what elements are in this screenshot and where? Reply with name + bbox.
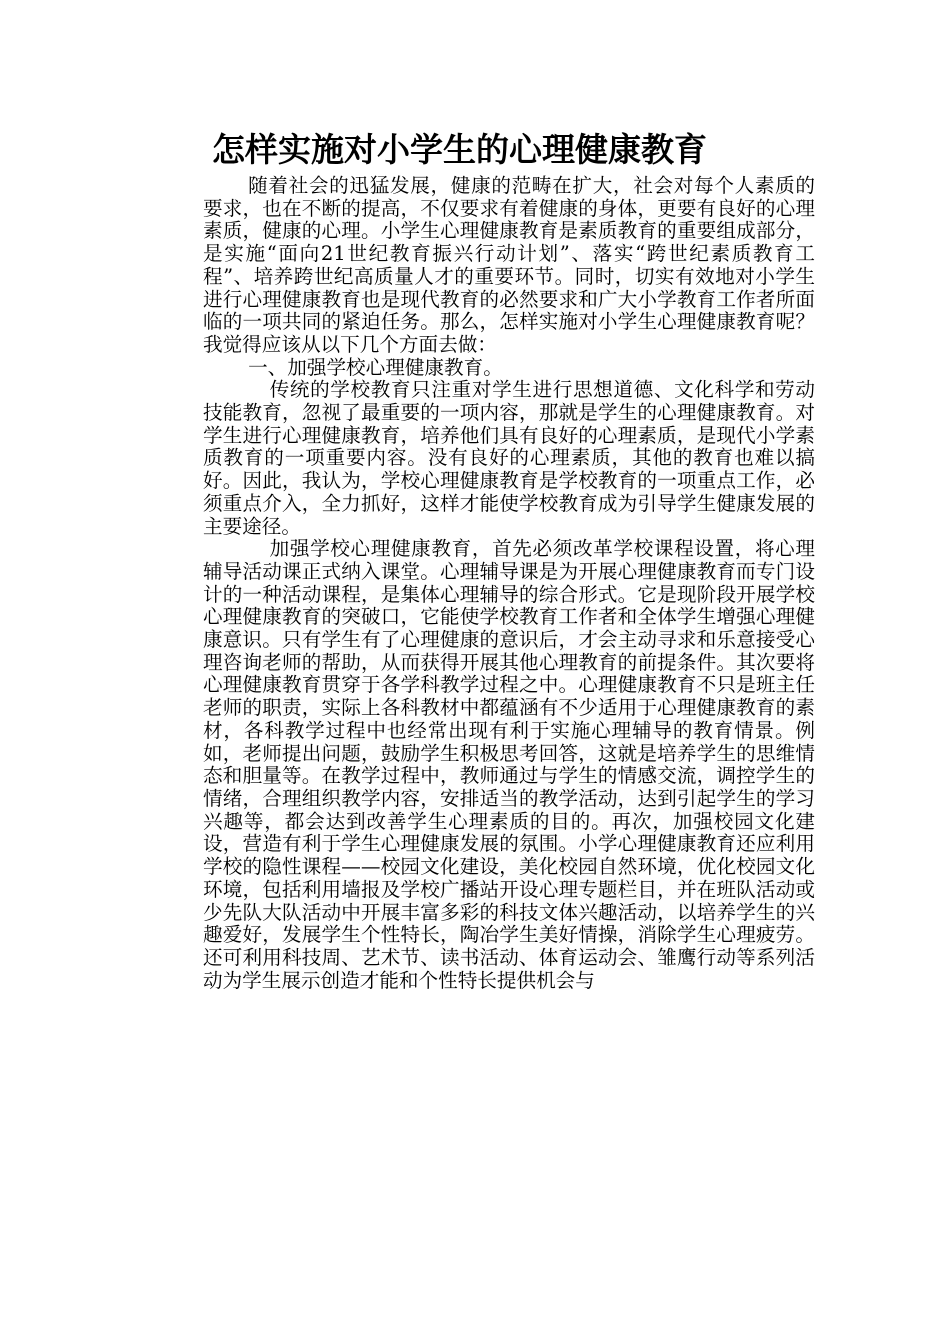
section-paragraph-1: 传统的学校教育只注重对学生进行思想道德、文化科学和劳动技能教育，忽视了最重要的一项内容，那就是学生的心理健康教育。对学生进行心理健康教育，培养他们具有良好的心理素质，是现代小学素质教育的一项重要内容。没有良好的心理素质，其他的教育也难以搞好。因此，我认为，学校心理健康教育是学校教育的一项重点工作，必须重点介入，全力抓好，这样才能使学校教育成为引导学生健康发展的主要途径。 — [203, 378, 815, 538]
section-heading: 一、加强学校心理健康教育。 — [248, 355, 503, 379]
section-paragraph-2: 加强学校心理健康教育，首先必须改革学校课程设置，将心理辅导活动课正式纳入课堂。心理辅导课是为开展心理健康教育而专门设计的一种活动课程，是集体心理辅导的综合形式。它是现阶段开展学校心理健康教育的突破口，它能使学校教育工作者和全体学生增强心理健康意识。只有学生有了心理健康的意识后，才会主动寻求和乐意接受心理咨询老师的帮助，从而获得开展其他心理教育的前提条件。其次要将心理健康教育贯穿于各学科教学过程之中。心理健康教育不只是班主任老师的职责，实际上各科教材中都蕴涵有不少适用于心理健康教育的素材，各科教学过程中也经常出现有利于实施心理辅导的教育情景。例如，老师提出问题，鼓励学生积极思考回答，这就是培养学生的思维情态和胆量等。在教学过程中，教师通过与学生的情感交流，调控学生的情绪，合理组织教学内容，安排适当的教学活动，达到引起学生的学习兴趣等，都会达到改善学生心理素质的目的。再次，加强校园文化建设，营造有利于学生心理健康发展的氛围。小学心理健康教育还应利用学校的隐性课程——校园文化建设，美化校园自然环境，优化校园文化环境，包括利用墙报及学校广播站开设心理专题栏目，并在班队活动或少先队大队活动中开展丰富多彩的科技文体兴趣活动，以培养学生的兴趣爱好，发展学生个性特长，陶冶学生美好情操，消除学生心理疲劳。还可利用科技周、艺术节、读书活动、体育运动会、雏鹰行动等系列活动为学生展示创造才能和个性特长提供机会与 — [203, 537, 815, 992]
document-body — [203, 175, 815, 992]
intro-paragraph: 随着社会的迅猛发展，健康的范畴在扩大，社会对每个人素质的要求，也在不断的提高，不仅要求有着健康的身体，更要有良好的心理素质，健康的心理。小学生心理健康教育是素质教育的重要组成部分，是实施“面向21世纪教育振兴行动计划”、落实“跨世纪素质教育工程”、培养跨世纪高质量人才的重要环节。同时，切实有效地对小学生进行心理健康教育也是现代教育的必然要求和广大小学教育工作者所面临的一项共同的紧迫任务。那么，怎样实施对小学生心理健康教育呢？我觉得应该从以下几个方面去做： — [203, 174, 815, 356]
document-title: 怎样实施对小学生的心理健康教育 — [212, 130, 707, 169]
